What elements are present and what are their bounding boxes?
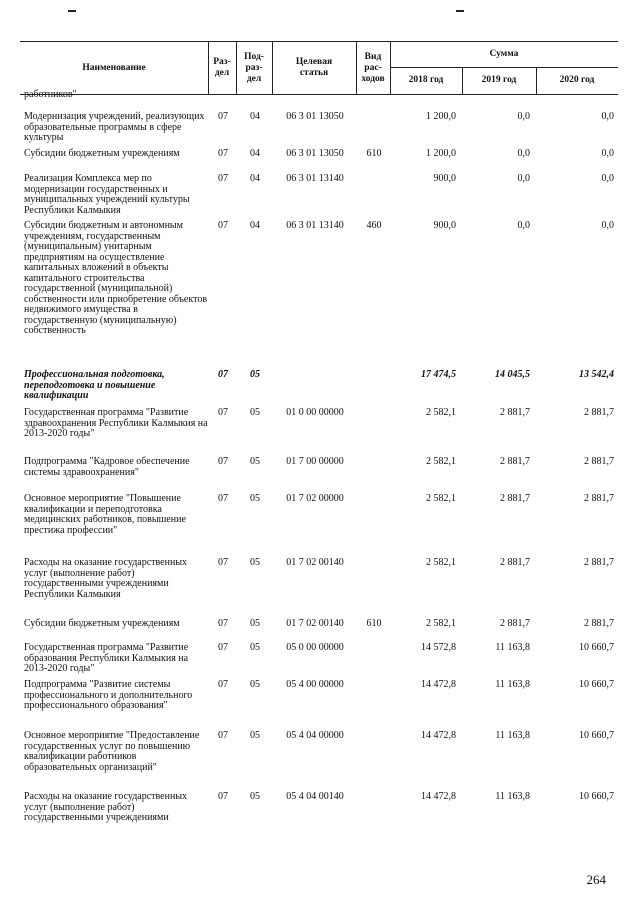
header-2019: 2019 год [481, 75, 517, 85]
header-name: Наименование [82, 62, 146, 73]
header-vid: Вид рас- ходов [361, 51, 385, 84]
header-razdel: Раз- дел [213, 57, 231, 78]
table-header [20, 41, 618, 95]
scan-mark-right [456, 10, 464, 12]
header-2018: 2018 год [408, 75, 444, 85]
header-statya: Целевая статья [295, 57, 333, 78]
header-summa: Сумма [489, 49, 519, 59]
header-podrazdel: Под- раз- дел [244, 51, 264, 84]
scan-mark-left [68, 10, 76, 12]
header-2020: 2020 год [559, 75, 595, 85]
page-number: 264 [586, 872, 606, 887]
